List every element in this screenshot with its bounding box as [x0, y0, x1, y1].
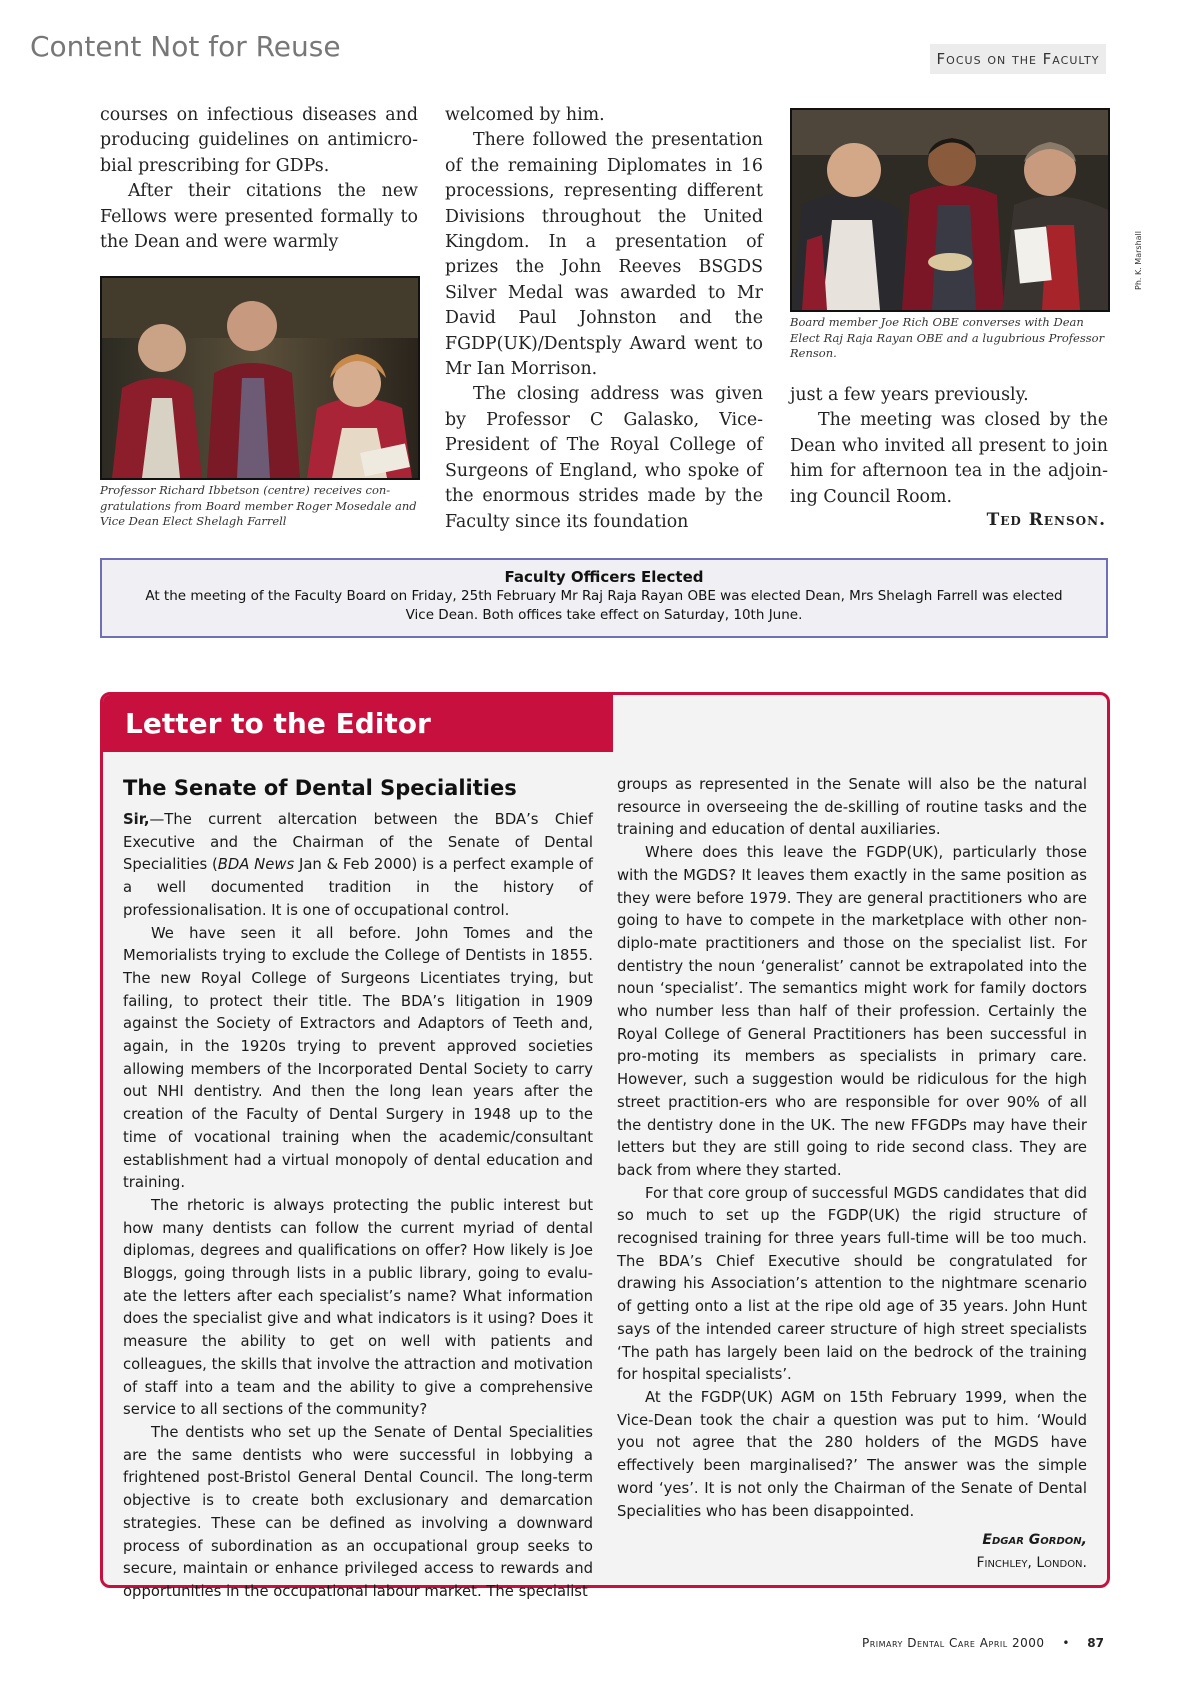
letter-signature-name: Edgar Gordon,	[982, 1532, 1087, 1549]
photo-ibbetson-caption: Professor Richard Ibbetson (centre) receives con-gratulations from Board member Roger Mosedale and Vice Dean Elect Shelagh Farrell	[100, 483, 417, 528]
letter-citation: BDA News	[217, 856, 295, 874]
letter-text: —The current altercation between the BDA’s Chief Executive and the Chairman of the Senate of Dental Specialities (	[123, 811, 593, 874]
page-number: 87	[1087, 1636, 1104, 1650]
letter-signature-place: Finchley, London.	[976, 1554, 1087, 1571]
letter-text: Jan & Feb 2000) is a perfect example of a well documented tradition in the history of professionalisation. It is one of occupational control.	[123, 856, 593, 919]
article-paragraph: After their citations the new Fellows were presented formally to the Dean and were warmly	[100, 181, 418, 253]
article-paragraph: courses on infectious diseases and producing guidelines on antimicro-bial prescribing for GDPs.	[100, 105, 418, 176]
letter-salutation: Sir,	[123, 811, 150, 828]
letter-paragraph: The dentists who set up the Senate of Dental Specialities are the same dentists who were successful in lobbying a frightened post-Bristol General Dental Council. The long-term objective is to create both exclusionary and demarcation strategies. These can be defined as involving a downward process of subordination as an occupational group seeks to secure, maintain or enhance privileged access to rewards and opportunities in the occupational labour market. The specialist	[123, 1423, 593, 1600]
footer-journal: Primary Dental Care April 2000	[861, 1636, 1045, 1650]
footer-separator: •	[1062, 1636, 1070, 1650]
photo-rich-rayan-renson-caption: Board member Joe Rich OBE converses with Dean Elect Raj Raja Rayan OBE and a lugubrious Professor Renson.	[790, 315, 1105, 360]
letter-title: The Senate of Dental Specialities	[123, 776, 517, 800]
article-byline: Ted Renson.	[986, 510, 1106, 530]
letter-paragraph: groups as represented in the Senate will also be the natural resource in overseeing the de-skilling of routine tasks and the training and education of dental auxiliaries.	[617, 776, 1087, 839]
letter-column-right	[617, 774, 1087, 1575]
letter-header: Letter to the Editor	[103, 695, 613, 752]
article-column-3	[790, 383, 1108, 510]
article-paragraph: just a few years previously.	[790, 385, 1029, 405]
article-paragraph: welcomed by him.	[445, 105, 605, 125]
article-column-2	[445, 103, 763, 535]
faculty-officers-title: Faculty Officers Elected	[504, 568, 704, 586]
article-column-1	[100, 103, 418, 255]
article-paragraph: The closing address was given by Professor C Galasko, Vice-President of The Royal College of Surgeons of England, who spoke of the enormous strides made by the Faculty since its foundation	[445, 384, 763, 532]
section-tag: Focus on the Faculty	[930, 44, 1106, 74]
article-paragraph: The meeting was closed by the Dean who invited all present to join him for afternoon tea in the adjoin-ing Council Room.	[790, 410, 1108, 507]
letter-paragraph: Where does this leave the FGDP(UK), particularly those with the MGDS? It leaves them exactly in the same position as they were before 1979. They are general practitioners who are going to have to compete in the marketplace with other non-diplo-mate practitioners and those on the specialist list. For dentistry the noun ‘generalist’ cannot be extrapolated into the noun ‘specialist’. The semantics might work for family doctors who number less than half of their profession. Certainly the Royal College of General Practitioners has been successful in pro-moting its members as specialists in primary care. However, such a suggestion would be ridiculous for the high street practition-ers who are responsible for over 90% of all the dentistry done in the UK. The new FFGDPs may have their letters but they are still going to ride second class. They are back from where they started.	[617, 844, 1087, 1179]
letter-paragraph: For that core group of successful MGDS candidates that did so much to set up the FGDP(UK) the rigid structure of recognised training for three years full-time will be too much. The BDA’s Chief Executive should be congratulated for drawing his Association’s attention to the nightmare scenario of getting onto a list at the ripe old age of 35 years. John Hunt says of the intended career structure of high street specialists ‘The path has largely been laid on the bedrock of the training for hospital specialists’.	[617, 1184, 1087, 1384]
faculty-officers-box	[100, 558, 1108, 638]
letter-paragraph: The rhetoric is always protecting the public interest but how many dentists can follow the current myriad of dental diplomas, degrees and qualifications on offer? How likely is Joe Bloggs, going through lists in a public library, going to evalu-ate the letters after each specialist’s name? What information does the specialist give and what indicators is it using? Does it measure the ability to get on well with patients and colleagues, the skills that involve the attraction and motivation of staff into a team and the ability to give a comprehensive service to all sections of the community?	[123, 1196, 593, 1419]
article-paragraph: There followed the presentation of the remaining Diplomates in 16 processions, representing different Divisions throughout the United Kingdom. In a presentation of prizes the John Reeves BSGDS Silver Medal was awarded to Mr David Paul Johnston and the FGDP(UK)/Dentsply Award went to Mr Ian Morrison.	[445, 130, 763, 380]
watermark: Content Not for Reuse	[30, 30, 341, 63]
photo-rich-rayan-renson	[790, 108, 1110, 312]
letter-paragraph: At the FGDP(UK) AGM on 15th February 1999, when the Vice-Dean took the chair a question was put to him. ‘Would you not agree that the 280 holders of the MGDS have effectively been marginalised?’ The answer was the simple word ‘yes’. It is not only the Chairman of the Senate of Dental Specialities who has been disappointed.	[617, 1388, 1087, 1520]
letter-paragraph: We have seen it all before. John Tomes and the Memorialists trying to exclude the College of Dentists in 1855. The new Royal College of Surgeons Licentiates trying, but failing, to protect their title. The BDA’s litigation in 1909 against the Society of Extractors and Adaptors of Teeth and, again, in the 1920s trying to prevent approved societies allowing members of the Incorporated Dental Society to carry out NHI dentistry. And then the long lean years after the creation of the Faculty of Dental Surgery in 1948 up to the time of vocational training when the academic/consultant establishment had a virtual monopoly of dental education and training.	[123, 924, 593, 1192]
page-footer	[862, 1636, 1104, 1650]
faculty-officers-text: At the meeting of the Faculty Board on Friday, 25th February Mr Raj Raja Rayan OBE was elected Dean, Mrs Shelagh Farrell was elected Vice Dean. Both offices take effect on Saturday, 10th June.	[145, 588, 1063, 623]
letter-box	[100, 692, 1110, 1600]
photo-credit: Ph. K. Marshall	[1134, 231, 1143, 290]
letter-column-left	[123, 773, 593, 1604]
photo-ibbetson	[100, 276, 420, 480]
letter-paragraph	[123, 809, 593, 923]
